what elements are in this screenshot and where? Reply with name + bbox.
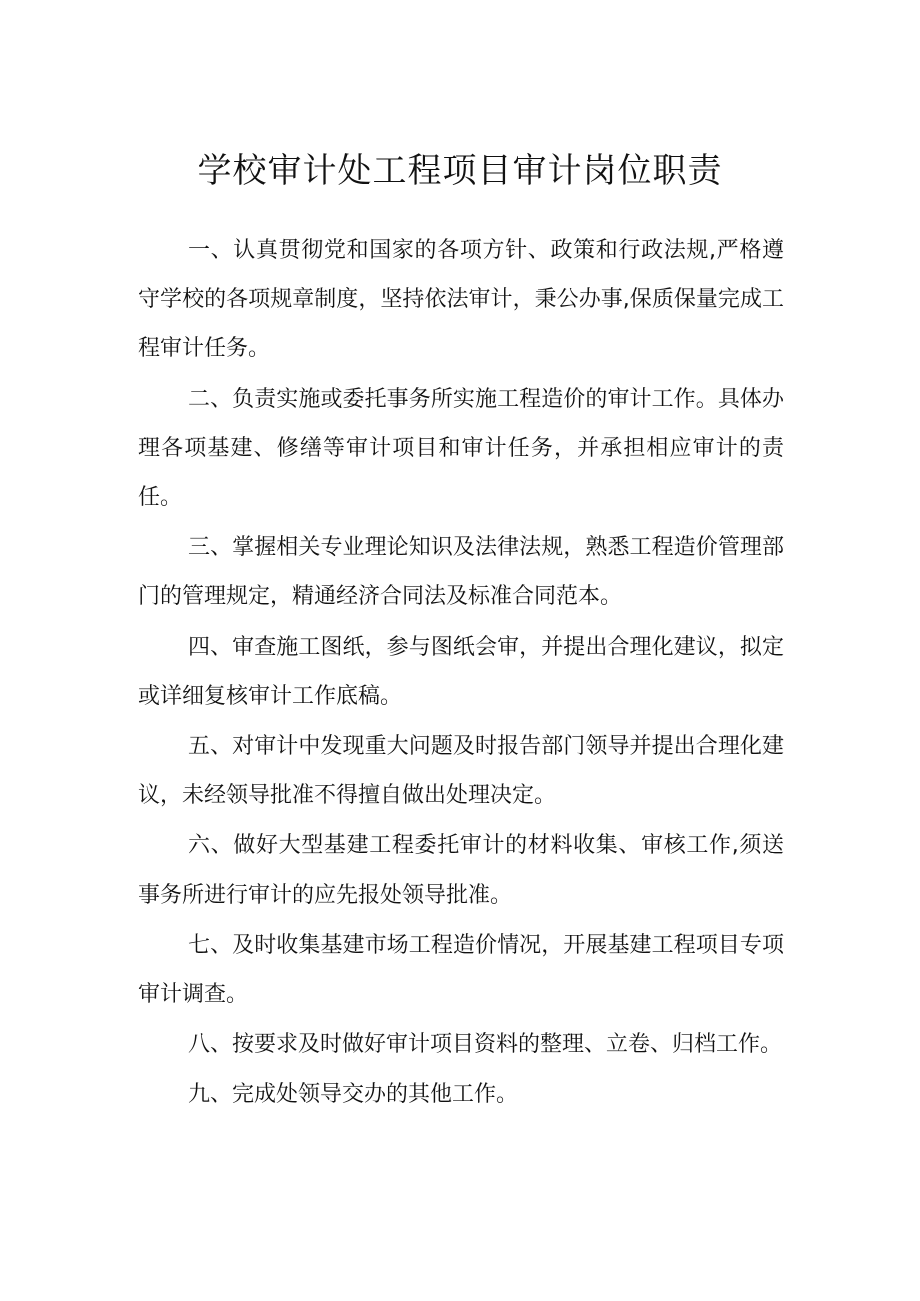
duty-item-7: 七、及时收集基建市场工程造价情况，开展基建工程项目专项审计调查。 xyxy=(138,932,784,1008)
duty-item-6: 六、做好大型基建工程委托审计的材料收集、审核工作,须送事务所进行审计的应先报处领导批准。 xyxy=(138,833,784,908)
page-title: 学校审计处工程项目审计岗位职责 xyxy=(197,151,723,191)
duty-item-5: 五、对审计中发现重大问题及时报告部门领导并提出合理化建议，未经领导批准不得擅自做出处理决定。 xyxy=(138,734,784,809)
duty-item-4: 四、审查施工图纸，参与图纸会审，并提出合理化建议，拟定或详细复核审计工作底稿。 xyxy=(138,634,784,709)
duty-list xyxy=(138,226,784,1121)
duty-item-2: 二、负责实施或委托事务所实施工程造价的审计工作。具体办理各项基建、修缮等审计项目和审计任务，并承担相应审计的责任。 xyxy=(138,386,784,511)
duty-item-9: 九、完成处领导交办的其他工作。 xyxy=(188,1082,519,1108)
duty-item-8: 八、按要求及时做好审计项目资料的整理、立卷、归档工作。 xyxy=(188,1032,783,1058)
duty-item-1: 一、认真贯彻党和国家的各项方针、政策和行政法规,严格遵守学校的各项规章制度，坚持依法审计，秉公办事,保质保量完成工程审计任务。 xyxy=(138,238,784,362)
duty-item-3: 三、掌握相关专业理论知识及法律法规，熟悉工程造价管理部门的管理规定，精通经济合同法及标准合同范本。 xyxy=(138,535,784,610)
